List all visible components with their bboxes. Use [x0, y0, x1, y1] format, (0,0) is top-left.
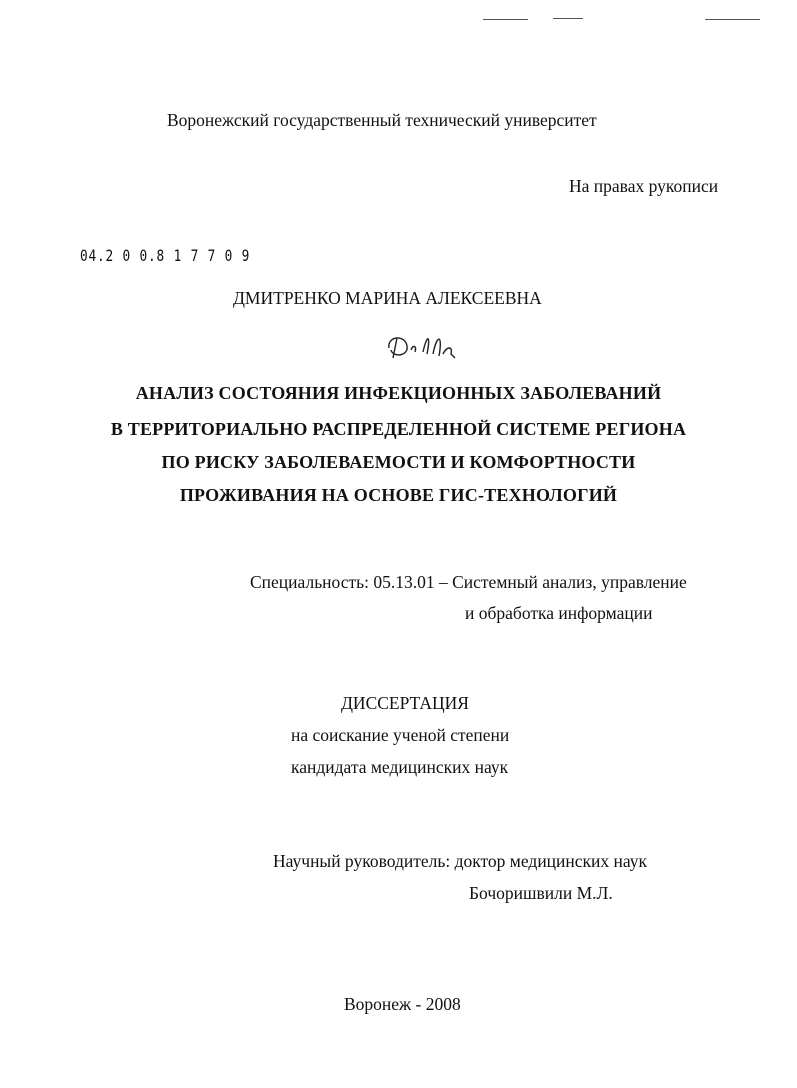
thesis-title-line: ПРОЖИВАНИЯ НА ОСНОВЕ ГИС-ТЕХНОЛОГИЙ [179, 485, 618, 505]
city-year: Воронеж - 2008 [344, 994, 461, 1014]
scan-artifact-line [553, 18, 583, 19]
thesis-title-line: ПО РИСКУ ЗАБОЛЕВАЕМОСТИ И КОМФОРТНОСТИ [161, 452, 636, 472]
degree-line: кандидата медицинских наук [291, 757, 509, 777]
specialty: Специальность: 05.13.01 – Системный анализ, управление [250, 572, 687, 592]
advisor-name: Бочоришвили М.Л. [469, 883, 613, 903]
scan-artifact-line [483, 19, 528, 20]
specialty-continued: и обработка информации [465, 603, 653, 623]
thesis-title-line: АНАЛИЗ СОСТОЯНИЯ ИНФЕКЦИОННЫХ ЗАБОЛЕВАНИЙ [135, 383, 662, 403]
manuscript-rights: На правах рукописи [569, 176, 719, 196]
library-stamp-number: 04.2 0 0.8 1 7 7 0 9 [80, 246, 251, 265]
author-name: ДМИТРЕНКО МАРИНА АЛЕКСЕЕВНА [233, 288, 542, 308]
document-type: ДИССЕРТАЦИЯ [341, 693, 469, 713]
scan-artifact-line [705, 19, 760, 20]
thesis-title-line: В ТЕРРИТОРИАЛЬНО РАСПРЕДЕЛЕННОЙ СИСТЕМЕ РЕГИОНА [110, 419, 687, 439]
university-name: Воронежский государственный технический университет [167, 110, 597, 130]
scientific-advisor: Научный руководитель: доктор медицинских наук [273, 851, 648, 871]
author-signature [383, 328, 473, 368]
degree-line: на соискание ученой степени [291, 725, 510, 745]
